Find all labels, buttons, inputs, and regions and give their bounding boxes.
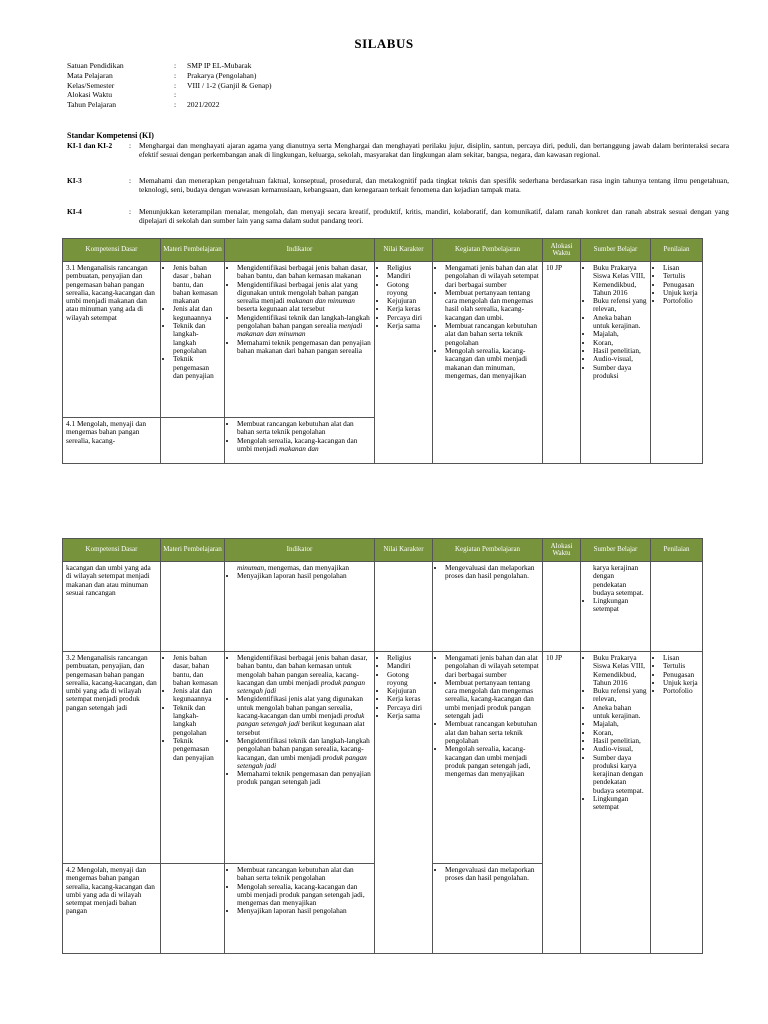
list-item: • Sumber daya produksi <box>593 364 647 381</box>
list-item: • Mandiri <box>387 662 429 670</box>
list-item: • Membuat rancangan kebutuhan alat dan bahan serta teknik pengolahan <box>445 720 539 745</box>
list-item: • Mengolah serealia, kacang-kacangan dan umbi menjadi produk pangan setengah jadi, mengemas dan menyajikan <box>237 883 371 908</box>
identity-row: Satuan Pendidikan : SMP IP EL-Mubarak <box>67 61 252 70</box>
header-alokasi: Alokasi Waktu <box>543 539 581 562</box>
header-indikator: Indikator <box>225 239 375 262</box>
syllabus-table-2 <box>62 538 703 954</box>
list-item: • Buku Prakarya Siswa Kelas VIII, Kemendikbud, Tahun 2016 <box>593 654 647 687</box>
list-item: • Mengidentifikasi teknik dan langkah-langkah pengolahan bahan pangan serealia, kacang-kacangan, dan umbi menjadi produk pangan setengah jadi <box>237 737 371 770</box>
list-item: • Penugasan <box>663 281 699 289</box>
list-item: • Lingkungan setempat <box>593 597 647 614</box>
penilaian-cell <box>651 262 703 464</box>
indikator-cell <box>225 418 375 464</box>
header-kegiatan: Kegiatan Pembelajaran <box>433 539 543 562</box>
identity-row: Alokasi Waktu : <box>67 90 177 100</box>
header-materi: Materi Pembelajaran <box>161 539 225 562</box>
identity-value: SMP IP EL-Mubarak <box>187 61 252 70</box>
list-item: • Membuat rancangan kebutuhan alat dan bahan serta teknik pengolahan <box>237 866 371 883</box>
list-item: • Tertulis <box>663 662 699 670</box>
list-item: • Lingkungan setempat <box>593 795 647 812</box>
list-item: • Percaya diri <box>387 704 429 712</box>
kegiatan-cell <box>433 652 543 864</box>
alokasi-cell: 10 JP <box>543 262 581 464</box>
header-kompetensi-dasar: Kompetensi Dasar <box>63 239 161 262</box>
list-item: • Hasil penelitian, <box>593 347 647 355</box>
list-item: • Mengidentifikasi jenis alat yang digunakan untuk mengolah bahan pangan serealia, kacang-kacangan dan umbi menjadi produk pangan setengah jadi berikut kegunaan alat tersebut <box>237 695 371 736</box>
header-materi: Materi Pembelajaran <box>161 239 225 262</box>
list-item: • Kejujuran <box>387 297 429 305</box>
list-item: • Menyajikan laporan hasil pengolahan <box>237 572 371 580</box>
list-item: minuman, mengemas, dan menyajikan <box>237 563 350 572</box>
header-kegiatan: Kegiatan Pembelajaran <box>433 239 543 262</box>
list-item: • Teknik dan langkah-langkah pengolahan <box>173 704 221 737</box>
list-item: • Teknik pengemasan dan penyajian <box>173 355 221 380</box>
list-item: • Aneka bahan untuk kerajinan. <box>593 314 647 331</box>
list-item: • Jenis alat dan kegunaannya <box>173 305 221 322</box>
header-indikator: Indikator <box>225 539 375 562</box>
list-item: • Kerja sama <box>387 322 429 330</box>
kd-cell: kacangan dan umbi yang ada di wilayah setempat menjadi makanan dan atau minuman sesuai rancangan <box>63 562 161 652</box>
sumber-cell <box>581 562 651 652</box>
ki-label: KI-3 <box>67 176 82 185</box>
list-item: • Membuat pertanyaan tentang cara mengolah dan mengemas serealia, kacang-kacangan dan umbi menjadi produk pangan setengah jadi <box>445 679 539 720</box>
list-item: • Koran, <box>593 339 647 347</box>
list-item: • Sumber daya produksi karya kerajinan dengan pendekatan budaya setempat. <box>593 754 647 795</box>
list-item: • Tertulis <box>663 272 699 280</box>
ki-row: KI-1 dan KI-2 : Menghargai dan menghayati ajaran agama yang dianutnya serta Menghargai dan menghayati perilaku jujur, disiplin, santun, percaya diri, peduli, dan bertanggung jawab dalam berinteraksi secara efektif sesuai dengan perkembangan anak di lingkungan, keluarga, sekolah, masyarakat dan lingkungan alam sekitar, bangsa, negara, dan kawasan regional. <box>67 141 729 159</box>
alokasi-cell: 10 JP <box>543 652 581 954</box>
list-item: • Aneka bahan untuk kerajinan. <box>593 704 647 721</box>
list-item: • Buku Prakarya Siswa Kelas VIII, Kemendikbud, Tahun 2016 <box>593 264 647 297</box>
list-item: • Hasil penelitian, <box>593 737 647 745</box>
list-item: • Mandiri <box>387 272 429 280</box>
identity-label: Alokasi Waktu <box>67 90 113 100</box>
list-item: • Buku refensi yang relevan, <box>593 297 647 314</box>
identity-label: Mata Pelajaran <box>67 70 113 80</box>
header-alokasi: Alokasi Waktu <box>543 239 581 262</box>
ki-row: KI-4 : Menunjukkan keterampilan menalar, mengolah, dan menyaji secara kreatif, produktif, kritis, mandiri, kolaboratif, dan komunikatif, dalam ranah konkret dan ranah abstrak sesuai dengan yang dipelajari di sekolah dan sumber lain yang sama dalam sudut pandang teori. <box>67 207 729 225</box>
nilai-cell <box>375 652 433 954</box>
list-item: • Menyajikan laporan hasil pengolahan <box>237 907 371 915</box>
list-item: • Audio-visual, <box>593 745 647 753</box>
header-sumber: Sumber Belajar <box>581 539 651 562</box>
kd-cell: 4.1 Mengolah, menyaji dan mengemas bahan pangan serealia, kacang- <box>63 418 161 464</box>
table-header-row <box>63 239 703 262</box>
list-item: • Mengidentifikasi berbagai jenis alat yang digunakan untuk mengolah bahan pangan serealia menjadi makanan dan minuman beserta kegunaan alat tersebut <box>237 281 371 314</box>
list-item: • Memahami teknik pengemasan dan penyajian bahan makanan dari bahan pangan serealia <box>237 339 371 356</box>
ki-text: Menghargai dan menghayati ajaran agama yang dianutnya serta Menghargai dan menghayati perilaku jujur, disiplin, santun, percaya diri, peduli, dan bertanggung jawab dalam berinteraksi secara efektif sesuai dengan perkembangan anak di lingkungan, keluarga, sekolah, masyarakat dan lingkungan alam sekitar, bangsa, negara, dan kawasan regional. <box>139 141 729 159</box>
list-item: • Kejujuran <box>387 687 429 695</box>
table-row <box>63 652 703 864</box>
identity-label: Tahun Pelajaran <box>67 100 117 110</box>
identity-label: Kelas/Semester <box>67 80 115 90</box>
list-item: • Membuat pertanyaan tentang cara mengolah dan mengemas hasil olah serealia, kacang-kacangan dan umbi. <box>445 289 539 322</box>
list-item: • Portofolio <box>663 687 699 695</box>
table-header-row <box>63 539 703 562</box>
identity-value: Prakarya (Pengolahan) <box>187 70 257 80</box>
list-item: • Mengevaluasi dan melaporkan proses dan hasil pengolahan. <box>445 866 539 883</box>
ki-row: KI-3 : Memahami dan menerapkan pengetahuan faktual, konseptual, prosedural, dan metakognitif pada tingkat teknis dan spesifik sederhana berdasarkan rasa ingin tahunya tentang ilmu pengetahuan, teknologi, seni, budaya dengan wawasan kemanusiaan, kebangsaan, dan kenegaraan terkait fenomena dan kejadian tampak mata. <box>67 176 729 194</box>
nilai-cell <box>375 562 433 652</box>
list-item: karya kerajinan dengan pendekatan budaya setempat. <box>593 563 644 597</box>
identity-row: Kelas/Semester : VIII / 1-2 (Ganjil & Genap) <box>67 80 272 90</box>
header-penilaian: Penilaian <box>651 239 703 262</box>
materi-cell <box>161 864 225 954</box>
identity-value: VIII / 1-2 (Ganjil & Genap) <box>187 80 272 90</box>
list-item: • Membuat rancangan kebutuhan alat dan bahan serta teknik pengolahan <box>237 420 371 437</box>
list-item: • Kerja sama <box>387 712 429 720</box>
penilaian-cell <box>651 652 703 954</box>
materi-cell <box>161 262 225 418</box>
kegiatan-cell <box>433 562 543 652</box>
list-item: • Mengamati jenis bahan dan alat pengolahan di wilayah setempat dari berbagai sumber <box>445 654 539 679</box>
header-nilai-karakter: Nilai Karakter <box>375 239 433 262</box>
list-item: • Portofolio <box>663 297 699 305</box>
list-item: • Jenis alat dan kegunaannya <box>173 687 221 704</box>
list-item: • Koran, <box>593 729 647 737</box>
list-item: • Religius <box>387 264 429 272</box>
list-item: • Majalah, <box>593 330 647 338</box>
page-title: SILABUS <box>354 36 414 51</box>
identity-label: Satuan Pendidikan <box>67 61 124 70</box>
materi-cell <box>161 652 225 864</box>
list-item: • Mengevaluasi dan melaporkan proses dan hasil pengolahan. <box>445 564 539 581</box>
kegiatan-cell <box>433 262 543 464</box>
list-item: • Lisan <box>663 654 699 662</box>
header-sumber: Sumber Belajar <box>581 239 651 262</box>
penilaian-cell <box>651 562 703 652</box>
identity-row: Mata Pelajaran : Prakarya (Pengolahan) <box>67 70 257 80</box>
list-item: • Unjuk kerja <box>663 289 699 297</box>
list-item: • Kerja keras <box>387 305 429 313</box>
list-item: • Majalah, <box>593 720 647 728</box>
kd-cell: 4.2 Mengolah, menyaji dan mengemas bahan pangan serealia, kacang-kacangan dan umbi yang ada di wilayah setempat menjadi bahan pangan <box>63 864 161 954</box>
list-item: • Mengidentifikasi berbagai jenis bahan dasar, bahan bantu, dan bahan kemasan makanan <box>237 264 371 281</box>
list-item: • Jenis bahan dasar, bahan bantu, dan bahan kemasan <box>173 654 221 687</box>
syllabus-table-1 <box>62 238 703 464</box>
list-item: • Gotong royong <box>387 281 429 298</box>
ki-label: KI-4 <box>67 207 82 216</box>
list-item: • Membuat rancangan kebutuhan alat dan bahan serta teknik pengolahan <box>445 322 539 347</box>
indikator-cell <box>225 652 375 864</box>
identity-block <box>67 61 272 110</box>
indikator-cell <box>225 262 375 418</box>
kegiatan-cell <box>433 864 543 954</box>
alokasi-cell <box>543 562 581 652</box>
list-item: • Mengidentifikasi berbagai jenis bahan dasar, bahan bantu, dan bahan kemasan untuk mengolah bahan pangan serealia, kacang-kacangan dan umbi menjadi produk pangan setengah jadi <box>237 654 371 695</box>
indikator-cell <box>225 864 375 954</box>
list-item: • Teknik pengemasan dan penyajian <box>173 737 221 762</box>
table-row <box>63 262 703 418</box>
ki-label: KI-1 dan KI-2 <box>67 141 113 150</box>
kd-cell: 3.1 Menganalisis rancangan pembuatan, penyajian dan pengemasan bahan pangan serealia, kacang-kacangan dan umbi menjadi makanan dan atau minuman yang ada di wilayah setempat <box>63 262 161 418</box>
list-item: • Buku refensi yang relevan, <box>593 687 647 704</box>
kd-cell: 3.2 Menganalisis rancangan pembuatan, penyajian, dan pengemasan bahan pangan serealia, kacang-kacangan, dan umbi yang ada di wilayah setempat menjadi produk pangan setengah jadi <box>63 652 161 864</box>
ki-heading: Standar Kompetensi (KI) <box>67 131 154 140</box>
identity-row: Tahun Pelajaran : 2021/2022 <box>67 100 220 110</box>
header-kompetensi-dasar: Kompetensi Dasar <box>63 539 161 562</box>
list-item: • Kerja keras <box>387 695 429 703</box>
table-row <box>63 562 703 652</box>
list-item: • Mengidentifikasi teknik dan langkah-langkah pengolahan bahan pangan serealia menjadi makanan dan minuman <box>237 314 371 339</box>
list-item: • Mengolah serealia, kacang-kacangan dan umbi menjadi makanan dan minuman, mengemas, dan menyajikan <box>445 347 539 380</box>
identity-value: 2021/2022 <box>187 100 220 110</box>
list-item: • Unjuk kerja <box>663 679 699 687</box>
list-item: • Mengolah serealia, kacang-kacangan dan umbi menjadi produk pangan setengah jadi, mengemas dan menyajikan <box>445 745 539 778</box>
materi-cell <box>161 562 225 652</box>
nilai-cell <box>375 262 433 464</box>
list-item: • Jenis bahan dasar , bahan bantu, dan bahan kemasan makanan <box>173 264 221 305</box>
list-item: • Mengamati jenis bahan dan alat pengolahan di wilayah setempat dari berbagai sumber <box>445 264 539 289</box>
list-item: • Mengolah serealia, kacang-kacangan dan umbi menjadi makanan dan <box>237 437 371 454</box>
list-item: • Memahami teknik pengemasan dan penyajian produk pangan setengah jadi <box>237 770 371 787</box>
list-item: • Percaya diri <box>387 314 429 322</box>
list-item: • Gotong royong <box>387 671 429 688</box>
sumber-cell <box>581 262 651 464</box>
list-item: • Audio-visual, <box>593 355 647 363</box>
header-penilaian: Penilaian <box>651 539 703 562</box>
list-item: • Lisan <box>663 264 699 272</box>
list-item: • Penugasan <box>663 671 699 679</box>
ki-text: Memahami dan menerapkan pengetahuan faktual, konseptual, prosedural, dan metakognitif pada tingkat teknis dan spesifik sederhana berdasarkan rasa ingin tahunya tentang ilmu pengetahuan, teknologi, seni, budaya dengan wawasan kemanusiaan, kebangsaan, dan kenegaraan terkait fenomena dan kejadian tampak mata. <box>139 176 729 194</box>
indikator-cell <box>225 562 375 652</box>
list-item: • Teknik dan langkah-langkah pengolahan <box>173 322 221 355</box>
sumber-cell <box>581 652 651 954</box>
materi-cell <box>161 418 225 464</box>
ki-text: Menunjukkan keterampilan menalar, mengolah, dan menyaji secara kreatif, produktif, kritis, mandiri, kolaboratif, dan komunikatif, dalam ranah konkret dan ranah abstrak sesuai dengan yang dipelajari di sekolah dan sumber lain yang sama dalam sudut pandang teori. <box>139 207 729 225</box>
list-item: • Religius <box>387 654 429 662</box>
header-nilai-karakter: Nilai Karakter <box>375 539 433 562</box>
